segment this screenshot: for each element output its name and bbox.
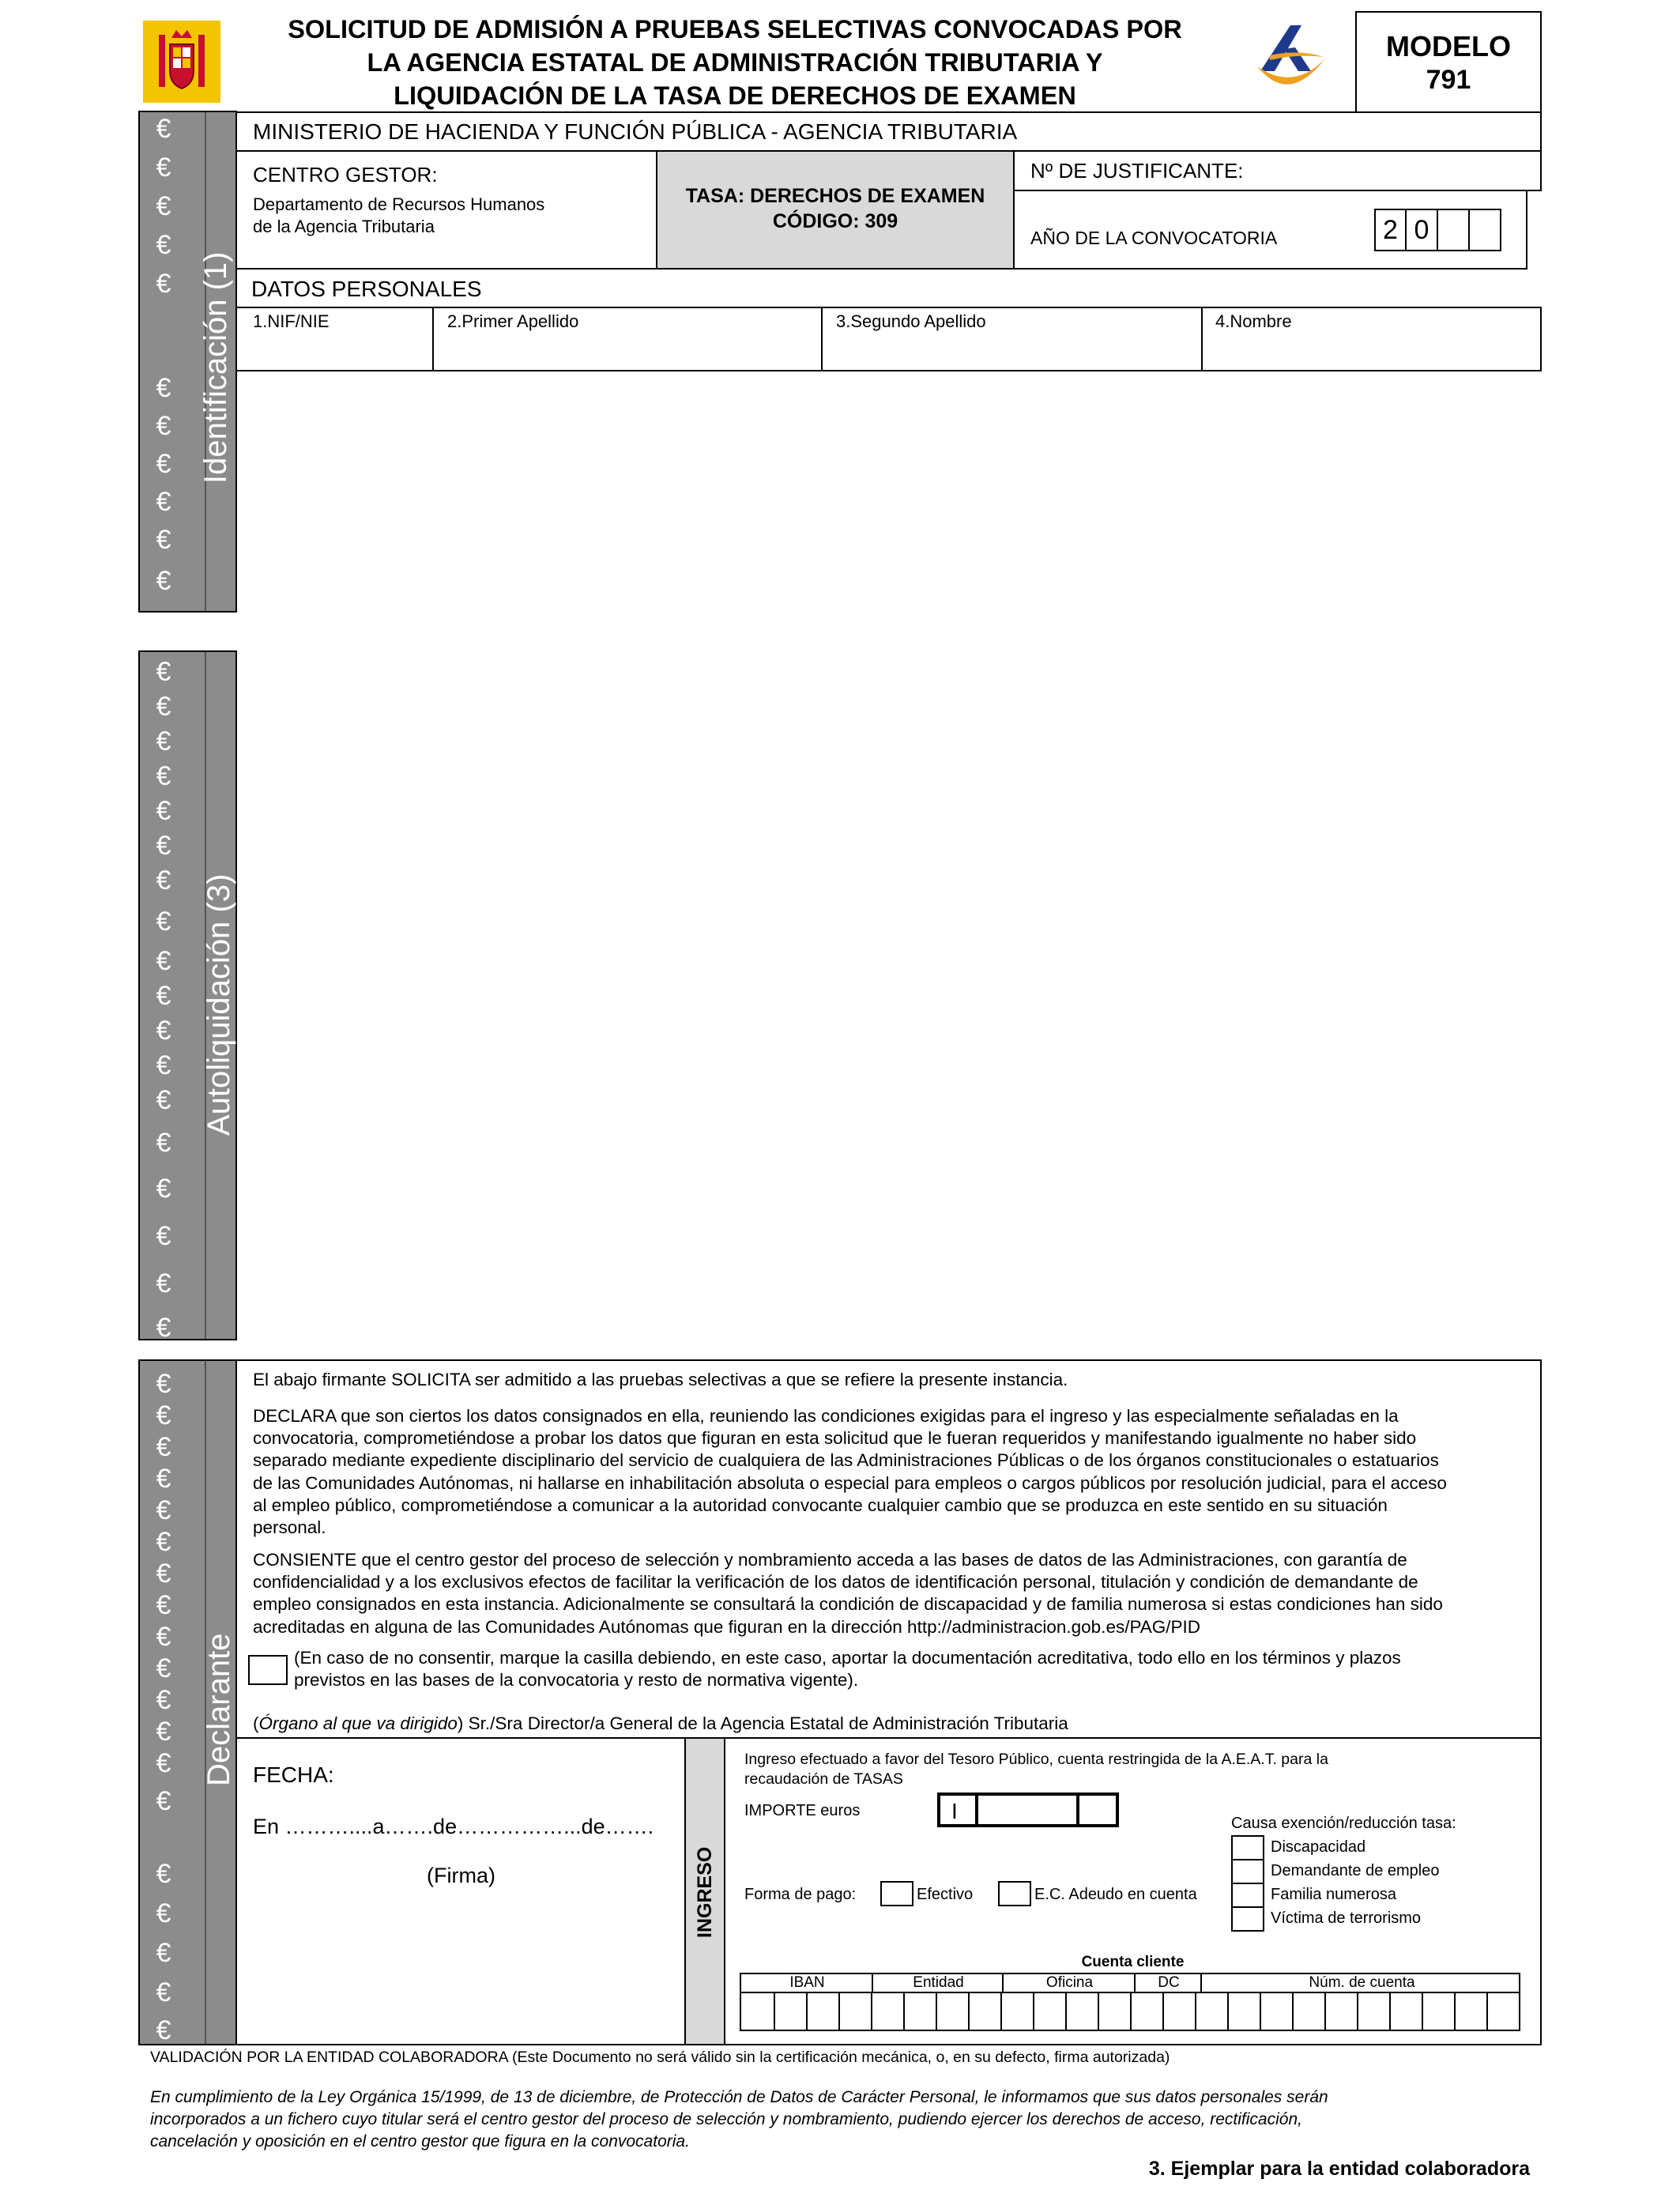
no-consent-text: (En caso de no consentir, marque la casilla debiendo, en este caso, aportar la documentación acreditativa, todo ello en los términos y plazos previstos en las bases de la convocatoria y resto de normativa vigente). [294,1648,1401,1691]
centro-gestor-box [235,150,657,270]
digit-cell-separator [968,1993,970,2030]
tasa-line2: CÓDIGO: 309 [772,210,898,232]
justificante-box [1013,150,1542,191]
modelo-number: 791 [1426,65,1471,95]
digit-cell-separator [1000,1993,1002,2030]
euro-symbol: € [156,1128,171,1158]
privacy-text: En cumplimiento de la Ley Orgánica 15/1999, de 13 de diciembre, de Protección de Datos de Carácter Personal, le informamos que sus datos personales serán incorporados a un fichero cuyo titular será el centro gestor del proceso de selección y nombramiento, pudiendo ejercer los derechos de acceso, rectificación, cancelación y oposición en el centro gestor que figura en la convocatoria. [150,2088,1328,2151]
declaration-box [235,1359,1542,1739]
discapacidad-checkbox[interactable] [1231,1835,1264,1860]
digit-cell-separator [774,1993,775,2030]
year-digit-3[interactable] [1437,209,1470,251]
digit-cell-separator [1260,1993,1261,2030]
euro-symbol: € [156,153,171,183]
digit-cell-separator [1357,1993,1358,2030]
autoliquidacion-sidebar [138,650,237,1343]
causa-discapacidad: Discapacidad [1271,1838,1366,1856]
cuenta-cliente-title: Cuenta cliente [1081,1954,1185,1970]
euro-symbol: € [156,373,171,403]
copy-label: 3. Ejemplar para la entidad colaboradora [1148,2158,1530,2180]
year-digit-1[interactable]: 2 [1374,209,1407,251]
digit-cell-separator [1422,1993,1423,2030]
euro-symbol: € [156,726,171,756]
digit-cell-separator [1195,1993,1196,2030]
euro-symbol: € [156,946,171,976]
segundo-apellido-field[interactable]: 3.Segundo Apellido [836,311,986,331]
adeudo-label: E.C. Adeudo en cuenta [1034,1886,1197,1903]
digit-cell-separator [806,1993,808,2030]
validacion-text: VALIDACIÓN POR LA ENTIDAD COLABORADORA (Este Documento no será válido sin la certificación mecánica, o, en su defecto, firma autorizada) [150,2049,1170,2066]
euro-symbol: € [156,525,171,555]
digit-cell-separator [1324,1993,1326,2030]
digit-cell-separator [1162,1993,1164,2030]
familia-numerosa-checkbox[interactable] [1231,1883,1264,1908]
euro-symbol: € [156,449,171,479]
importe-label: IMPORTE euros [744,1802,861,1819]
solicita-text: El abajo firmante SOLICITA ser admitido a las pruebas selectivas a que se refiere la presente instancia. [253,1370,1068,1389]
euro-symbol: € [156,657,171,687]
euro-symbol: € [156,1400,171,1431]
year-digit-4[interactable] [1468,209,1501,251]
tasa-line1: TASA: DERECHOS DE EXAMEN [685,185,985,207]
autoliquidacion-label: Autoliquidación (3) [202,873,236,1136]
causa-label: Causa exención/reducción tasa: [1231,1815,1456,1832]
digit-cell-separator [1389,1993,1391,2030]
organo-text: (Órgano al que va dirigido) Sr./Sra Director/a General de la Agencia Estatal de Administración Tributaria [253,1713,1068,1733]
euro-symbol: € [156,1527,171,1557]
cuenta-digit-row[interactable] [740,1992,1520,2031]
demandante-empleo-checkbox[interactable] [1231,1859,1264,1884]
year-digit-2[interactable]: 0 [1405,209,1438,251]
euro-symbol: € [156,1938,171,1968]
euro-symbol: € [156,566,171,596]
euro-symbol: € [156,487,171,517]
euro-symbol: € [156,1432,171,1462]
spain-coat-of-arms-logo [143,21,220,103]
tasa-box [656,150,1015,270]
identificacion-label: Identificación (1) [198,251,233,484]
digit-cell-separator [1454,1993,1456,2030]
digit-cell-separator [1065,1993,1067,2030]
euro-symbol: € [156,1369,171,1399]
efectivo-label: Efectivo [917,1886,974,1903]
euro-symbol: € [156,907,171,937]
modelo-box [1355,11,1542,113]
ingreso-label: INGRESO [694,1846,716,1938]
euro-symbol: € [156,1016,171,1046]
fecha-label: FECHA: [253,1762,334,1787]
euro-symbol: € [156,1313,171,1343]
declara-text: DECLARA que son ciertos los datos consignados en ella, reuniendo las condiciones exigidas para el ingreso y las especialmente señaladas en la convocatoria, comprometiéndose a probar los datos que figuran en esta solicitud que le fueran requeridos y manifestando igualmente no haber sido separado mediante expediente disciplinario del servicio de cualquiera de las Administraciones Públicas o de los órganos constitucionales o estatuarios de las Comunidades Autónomas, ni hallarse en inhabilitación absoluta o especial para empleos o cargos públicos por resolución judicial, para el acceso al empleo público, comprometiéndose a comunicar a la autoridad convocante cualquier cambio que se produzca en este sentido en su situación personal. [253,1406,1447,1538]
euro-symbol: € [156,191,171,221]
causa-demandante-empleo: Demandante de empleo [1271,1862,1440,1879]
identificacion-sidebar [138,111,237,613]
cuenta-header-row [740,1973,1520,1993]
ingreso-description: Ingreso efectuado a favor del Tesoro Público, cuenta restringida de la A.E.A.T. para la recaudación de TASAS [744,1751,1328,1788]
importe-field[interactable]: I [937,1793,1119,1827]
centro-gestor-label: CENTRO GESTOR: [253,163,438,187]
euro-symbol: € [156,1898,171,1928]
ministry-title: MINISTERIO DE HACIENDA Y FUNCIÓN PÚBLICA - AGENCIA TRIBUTARIA [253,119,1018,144]
euro-symbol: € [156,1748,171,1778]
iban-header: IBAN [789,1974,825,1991]
nombre-field[interactable]: 4.Nombre [1215,311,1292,331]
form-title: SOLICITUD DE ADMISIÓN A PRUEBAS SELECTIVAS CONVOCADAS POR LA AGENCIA ESTATAL DE ADMINISTRACIÓN TRIBUTARIA Y LIQUIDACIÓN DE LA TASA DE DERECHOS DE EXAMEN [288,15,1182,110]
centro-gestor-line2: de la Agencia Tributaria [253,217,435,236]
digit-cell-separator [1227,1993,1229,2030]
euro-symbol: € [156,114,171,144]
euro-symbol: € [156,1174,171,1204]
euro-symbol: € [156,692,171,722]
firma-label: (Firma) [427,1864,495,1887]
firma-box [235,1737,686,2045]
efectivo-checkbox[interactable] [880,1881,913,1906]
datos-personales-row [235,307,1542,371]
declarante-sidebar [138,1359,237,2045]
victima-terrorismo-checkbox[interactable] [1231,1906,1264,1932]
digit-cell-separator [903,1993,905,2030]
euro-symbol: € [156,1685,171,1715]
euro-symbol: € [156,1786,171,1816]
euro-symbol: € [156,1085,171,1115]
consiente-text: CONSIENTE que el centro gestor del proceso de selección y nombramiento acceda a las bases de datos de las Administraciones, con garantía de confidencialidad y a los exclusivos efectos de facilitar la verificación de los datos de identificación personal, titulación y condición de demandante de empleo consignados en esta instancia. Adicionalmente se consultará la condición de discapacidad y de familia numerosa si estas condiciones han sido acreditadas en alguna de las Comunidades Autónomas que figuran en la dirección http://administracion.gob.es/PAG/PID [253,1550,1443,1637]
euro-symbol: € [156,2015,171,2045]
entidad-header: Entidad [913,1974,964,1991]
euro-symbol: € [156,1269,171,1299]
euro-symbol: € [156,230,171,260]
oficina-header: Oficina [1045,1974,1094,1991]
ministry-row [235,111,1542,152]
digit-cell-separator [1292,1993,1294,2030]
euro-symbol: € [156,1859,171,1889]
convocatoria-label: AÑO DE LA CONVOCATORIA [1030,228,1278,248]
ingreso-sidebar [684,1737,725,2045]
euro-symbol: € [156,981,171,1011]
causa-victima-terrorismo: Víctima de terrorismo [1271,1909,1422,1927]
euro-symbol: € [156,796,171,826]
euro-symbol: € [156,411,171,441]
dc-header: DC [1158,1974,1180,1991]
declarante-label: Declarante [202,1633,236,1786]
justificante-label: Nº DE JUSTIFICANTE: [1030,159,1244,183]
datos-personales-title: DATOS PERSONALES [251,277,482,301]
euro-symbol: € [156,1464,171,1494]
digit-cell-separator [1486,1993,1488,2030]
euro-symbol: € [156,1717,171,1747]
euro-symbol: € [156,1050,171,1080]
digit-cell-separator [1130,1993,1132,2030]
ingreso-box [724,1737,1542,2045]
euro-symbol: € [156,1495,171,1525]
euro-symbol: € [156,1221,171,1251]
euro-symbol: € [156,1653,171,1683]
forma-pago-label: Forma de pago: [744,1886,857,1903]
digit-cell-separator [1033,1993,1034,2030]
causa-familia-numerosa: Familia numerosa [1271,1886,1396,1903]
primer-apellido-field[interactable]: 2.Primer Apellido [447,311,579,331]
no-consent-checkbox[interactable] [248,1655,288,1685]
digit-cell-separator [871,1993,872,2030]
digit-cell-separator [936,1993,937,2030]
euro-symbol: € [156,761,171,791]
num-cuenta-header: Núm. de cuenta [1309,1974,1415,1991]
euro-symbol: € [156,1977,171,2007]
euro-symbol: € [156,1622,171,1652]
digit-cell-separator [838,1993,840,2030]
euro-symbol: € [156,1590,171,1620]
euro-symbol: € [156,865,171,895]
date-line[interactable]: En ………....a…….de……………...de……. [253,1815,654,1838]
euro-symbol: € [156,269,171,299]
aeat-logo [1252,17,1330,96]
digit-cell-separator [1098,1993,1099,2030]
euro-symbol: € [156,1559,171,1589]
euro-symbol: € [156,831,171,861]
convocatoria-box [1013,190,1527,270]
centro-gestor-line1: Departamento de Recursos Humanos [253,194,545,214]
modelo-label: MODELO [1386,30,1511,62]
adeudo-checkbox[interactable] [998,1881,1031,1906]
nif-field[interactable]: 1.NIF/NIE [253,311,330,331]
